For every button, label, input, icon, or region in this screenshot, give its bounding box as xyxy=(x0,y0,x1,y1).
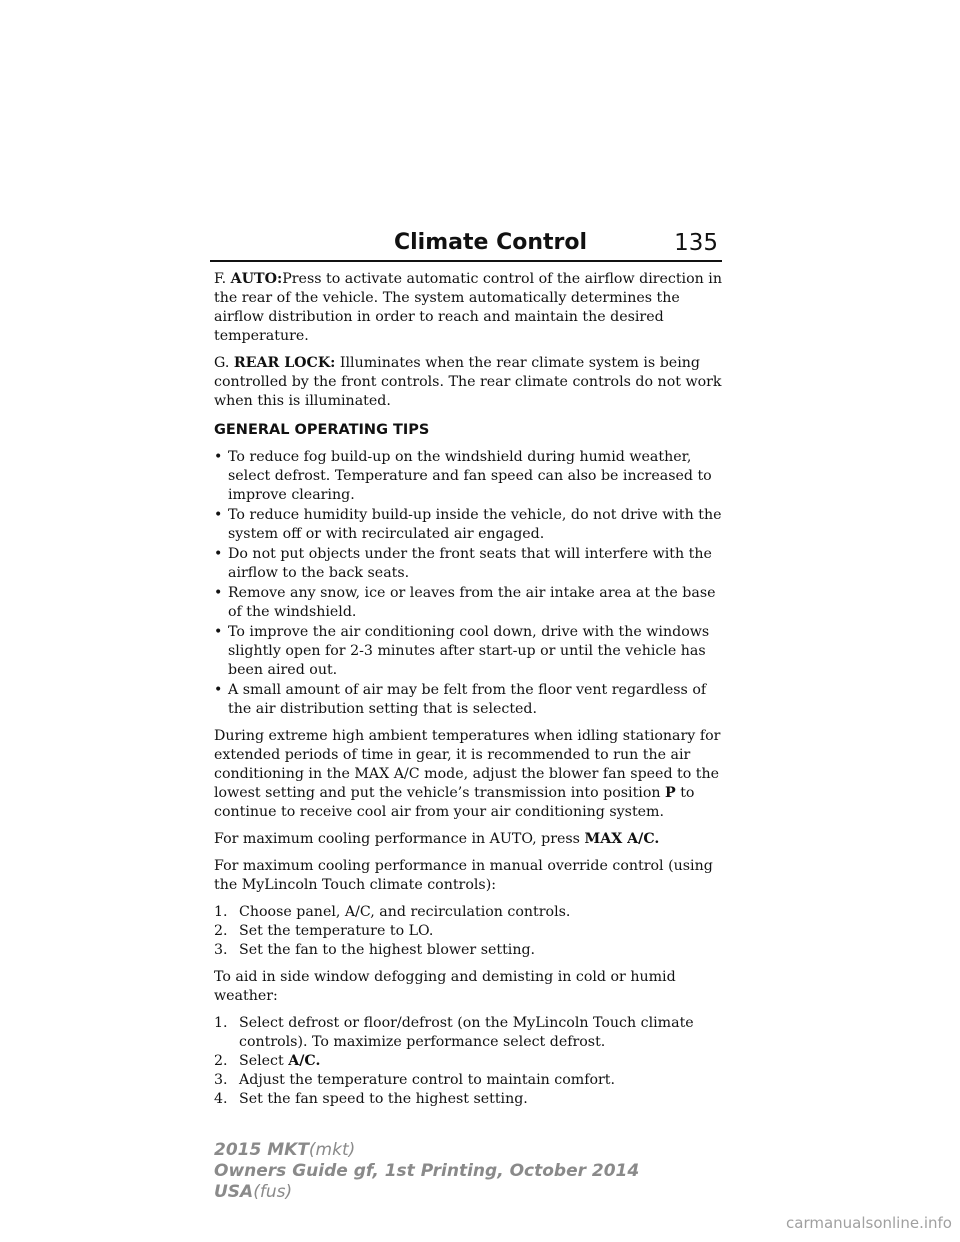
list-item xyxy=(214,545,722,583)
extreme-temperature-paragraph xyxy=(214,727,722,822)
footer-market-line xyxy=(214,1182,639,1203)
footer-model-line xyxy=(214,1140,639,1161)
footer-market-code: (fus) xyxy=(253,1182,293,1202)
bullet-icon: • xyxy=(214,682,223,698)
step-number: 2. xyxy=(214,923,228,939)
page-content xyxy=(214,270,722,1117)
list-item xyxy=(214,1052,722,1071)
tip-text: To improve the air conditioning cool down, drive with the windows slightly open for 2-3 minutes after start-up or until the vehicle has been aired out. xyxy=(228,624,710,678)
list-item xyxy=(214,1090,722,1109)
paragraph-text: During extreme high ambient temperatures when idling stationary for extended periods of time in gear, it is recommended to run the air conditioning in the MAX A/C mode, adjust the blower fan speed to the lowest setting and put the vehicle’s transmission into position xyxy=(214,728,721,801)
chapter-title: Climate Control xyxy=(394,230,588,255)
max-ac-label: MAX A/C. xyxy=(584,831,660,847)
list-item xyxy=(214,941,722,960)
step-text: Select defrost or floor/defrost (on the MyLincoln Touch climate controls). To maximize performance select defrost. xyxy=(239,1015,694,1050)
step-text: Select xyxy=(239,1053,289,1069)
list-item xyxy=(214,681,722,719)
tips-list xyxy=(214,448,722,719)
manual-override-steps xyxy=(214,857,722,960)
list-item xyxy=(214,623,722,680)
bullet-icon: • xyxy=(214,507,223,523)
step-text: Set the fan speed to the highest setting. xyxy=(239,1091,528,1107)
footer-market: USA xyxy=(214,1182,254,1202)
tip-text: To reduce fog build-up on the windshield during humid weather, select defrost. Temperature and fan speed can also be increased to improve clearing. xyxy=(228,449,712,503)
step-text: Set the temperature to LO. xyxy=(239,923,434,939)
footer-guide-line: Owners Guide gf, 1st Printing, October 2014 xyxy=(214,1161,640,1181)
list-item xyxy=(214,448,722,505)
tip-text: To reduce humidity build-up inside the vehicle, do not drive with the system off or with recirculated air engaged. xyxy=(228,507,722,542)
footer-model-code: (mkt) xyxy=(308,1140,356,1160)
item-letter: G. xyxy=(214,355,230,371)
ac-label: A/C. xyxy=(288,1053,321,1069)
paragraph-text: For maximum cooling performance in AUTO, press xyxy=(214,831,585,847)
page-footer xyxy=(214,1140,639,1203)
auto-max-paragraph xyxy=(214,830,722,849)
list-item xyxy=(214,506,722,544)
step-number: 1. xyxy=(214,904,228,920)
bullet-icon: • xyxy=(214,546,223,562)
list-item xyxy=(214,922,722,941)
tip-text: Remove any snow, ice or leaves from the air intake area at the base of the windshield. xyxy=(228,585,716,620)
list-item xyxy=(214,1014,722,1052)
paragraph-text: to continue to receive cool air from your air conditioning system. xyxy=(214,785,695,820)
step-text: Adjust the temperature control to maintain comfort. xyxy=(239,1072,616,1088)
step-number: 1. xyxy=(214,1015,228,1031)
step-text: Set the fan to the highest blower setting. xyxy=(239,942,536,958)
footer-model: 2015 MKT xyxy=(214,1140,309,1160)
item-label: AUTO: xyxy=(230,271,283,287)
page-header xyxy=(210,228,722,262)
item-letter: F. xyxy=(214,271,227,287)
item-text: Press to activate automatic control of the airflow direction in the rear of the vehicle. The system automatically determines the airflow distribution in order to reach and maintain the desired temperature. xyxy=(214,271,722,344)
step-number: 3. xyxy=(214,1072,228,1088)
step-text: Choose panel, A/C, and recirculation controls. xyxy=(239,904,571,920)
item-label: REAR LOCK: xyxy=(233,355,336,371)
item-g xyxy=(214,354,722,411)
section-heading: GENERAL OPERATING TIPS xyxy=(214,422,430,438)
tip-text: A small amount of air may be felt from the floor vent regardless of the air distribution setting that is selected. xyxy=(228,682,707,717)
list-item xyxy=(214,1071,722,1090)
steps-intro: For maximum cooling performance in manual override control (using the MyLincoln Touch climate controls): xyxy=(214,858,713,893)
list-item xyxy=(214,584,722,622)
step-number: 2. xyxy=(214,1053,228,1069)
steps-intro: To aid in side window defogging and demisting in cold or humid weather: xyxy=(214,969,676,1004)
step-number: 4. xyxy=(214,1091,228,1107)
page-number: 135 xyxy=(674,230,718,256)
item-f xyxy=(214,270,722,346)
list-item xyxy=(214,903,722,922)
step-number: 3. xyxy=(214,942,228,958)
gear-position: P xyxy=(665,785,676,801)
item-text: Illuminates when the rear climate system is being controlled by the front controls. The rear climate controls do not work when this is illuminated. xyxy=(214,355,722,409)
header-rule xyxy=(210,260,722,262)
bullet-icon: • xyxy=(214,585,223,601)
defogging-steps xyxy=(214,968,722,1109)
bullet-icon: • xyxy=(214,449,223,465)
watermark: carmanualsonline.info xyxy=(786,1214,952,1232)
bullet-icon: • xyxy=(214,624,223,640)
tip-text: Do not put objects under the front seats that will interfere with the airflow to the back seats. xyxy=(228,546,712,581)
